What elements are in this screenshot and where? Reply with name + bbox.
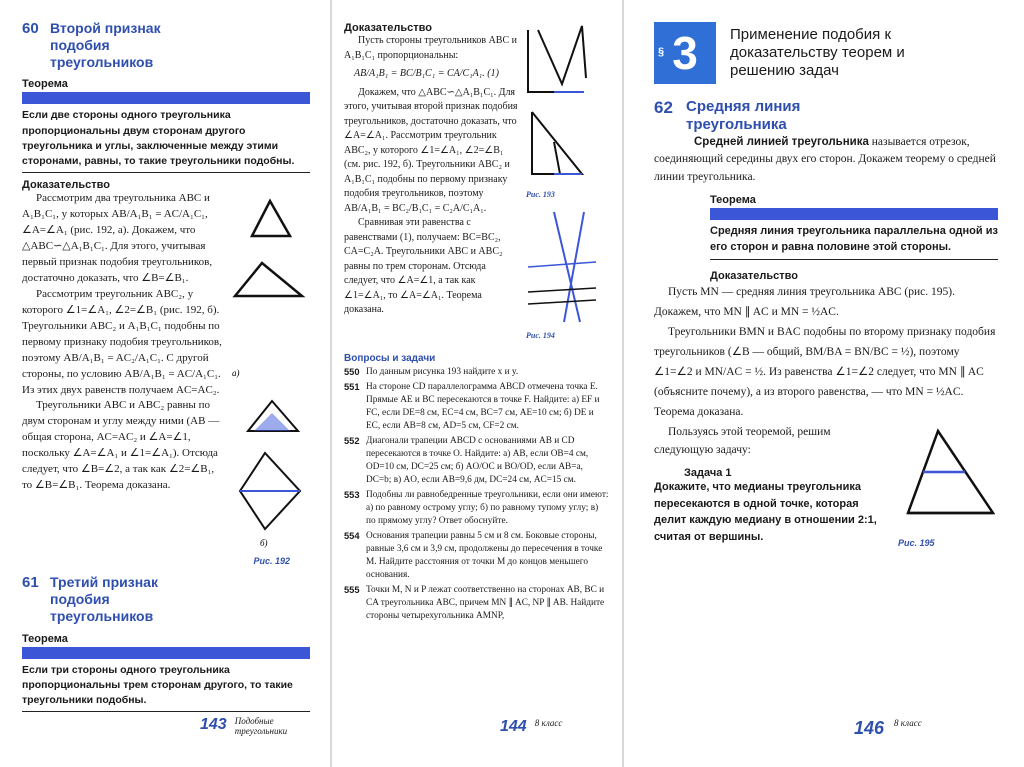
page-footer [500,718,562,736]
paragraph: Пусть стороны треугольников ABC и A₁B₁C₁ пропорциональны: [344,35,517,61]
figure-192 [224,191,310,556]
section-title: Второй признак подобия треугольников [50,20,161,70]
question-item: 551 На стороне CD параллелограмма ABCD отмечена точка E. Прямые AE и BC пересекаются в точке F. Найдите: а) EF и FC, если DE=8 см, EC=4 см, BC=7 см, AE=10 см; б) DE и EC, если AB=8 см, AD=5 см, CF=2 см. [344,382,600,432]
section-title: Третий признак подобия треугольников [50,574,158,624]
theorem-text: Средняя линия треугольника параллельна одной из его сторон и равна половине этой стороны. [710,224,998,260]
theorem-text: Если три стороны одного треугольника пропорциональны трем сторонам другого, то такие треугольники подобны. [22,663,310,713]
term: Средней линией треугольника [694,136,869,148]
paragraph: Треугольники ABC и ABC₂ равны по двум сторонам и углу между ними (AB — общая сторона, AC=AC₂ и ∠A=∠1, поскольку ∠A=∠A₁ и ∠1=∠A₁). Отсюда следует, что ∠B=∠2, а так как ∠2=∠B₁, то ∠B=∠B₁. Теорема доказана. [22,399,220,492]
figures-193-194 [518,22,610,347]
paragraph: Рассмотрим два треугольника ABC и A₁B₁C₁, у которых AB/A₁B₁ = AC/A₁C₁, ∠A=∠A₁ (рис. 192, а). Докажем, что △ABC∽△A₁B₁C₁. Для этого, учитывая первый признак подобия треугольников, достаточно доказать, что ∠B=∠B₁. [22,192,213,284]
formula: AB/A₁B₁ = BC/B₁C₁ = CA/C₁A₁. (1) [354,68,499,79]
running-title: Подобные треугольники [234,716,288,736]
question-item: 552 Диагонали трапеции ABCD с основаниями AB и CD пересекаются в точке O. Найдите: а) AB, если OB=4 см, OD=10 см, DC=25 см; б) AO/OC и BO/OD, если AB=a, DC=b; в) AO, если AB=9,6 дм, DC=24 см, AC=15 см. [344,436,589,486]
figure-195 [888,423,998,548]
theorem-label: Теорема [710,193,756,206]
intro-text: называется отрезок, соединяющий середины двух его сторон. Докажем теорему о средней линии треугольника. [654,136,996,183]
fig193-caption: Рис. 193 [526,190,555,199]
question-item: 553 Подобны ли равнобедренные треугольники, если они имеют: а) по равному острому углу; б) по равному тупому углу; в) по прямому углу? Ответ обоснуйте. [344,490,609,527]
theorem-label: Теорема [22,632,68,645]
questions-list [344,366,610,623]
chapter-number: 3 [672,27,698,79]
running-title: 8 класс [894,718,922,728]
paragraph: Пусть MN — средняя линия треугольника ABC (рис. 195). Докажем, что MN ∥ AC и MN = ½AC. [654,285,955,318]
page-144 [332,0,622,767]
theorem-label: Теорема [22,78,68,91]
proof-label: Доказательство [344,22,432,34]
page-footer [200,716,295,736]
theorem-bar [22,92,310,104]
section-number: 62 [654,98,673,117]
chapter-title: Применение подобия к доказательству теорем и решению задач [730,26,905,79]
section-62-header [654,98,998,134]
fig-label-a: а) [232,368,240,379]
proof-label: Доказательство [710,269,798,282]
proof-label: Доказательство [22,179,110,192]
questions-title: Вопросы и задачи [344,353,436,364]
paragraph: Пользуясь этой теоремой, решим следующую задачу: [654,425,831,456]
section-title: Средняя линия треугольника [686,98,801,133]
intro-paragraph [654,134,998,186]
running-title: 8 класс [534,718,563,728]
question-item: 555 Точки M, N и P лежат соответственно на сторонах AB, BC и CA треугольника ABC, причем MN ∥ AC, NP ∥ AB. Найдите стороны четырехугольника AMNP, [344,585,605,622]
page-number: 146 [854,718,885,738]
figure-caption: Рис. 192 [253,556,290,567]
question-item: 554 Основания трапеции равны 5 см и 8 см. Боковые стороны, равные 3,6 см и 3,9 см, продолжены до пересечения в точке M. Найдите расстояния от точки M до концов меньшего основания. [344,531,603,581]
paragraph: Докажем, что △ABC∽△A₁B₁C₁. Для этого, учитывая второй признак подобия треугольников, достаточно доказать, что ∠A=∠A₁. Рассмотрим треугольник ABC₂, у которого ∠1=∠A₁, ∠2=∠B₁ (см. рис. 192, б). Треугольники ABC₂ и A₁B₁C₁ подобны по первому признаку подобия треугольников, поэтому AB/A₁B₁ = BC₂/B₁C₁ = C₂A/C₁A₁. [344,86,518,214]
section-sign: § [658,46,665,58]
paragraph: Сравнивая эти равенства с равенствами (1), получаем: BC=BC₂, CA=C₂A. Треугольники ABC и ABC₂ равны по трем сторонам. Отсюда следует, что ∠A=∠1, а так как ∠1=∠A₁, то ∠A=∠A₁. Теорема доказана. [344,217,503,315]
theorem-text: Если две стороны одного треугольника пропорциональны двум сторонам другого треугольника и углы, заключенные между этими сторонами, равны, то такие треугольники подобны. [22,108,310,173]
question-item: 550 По данным рисунка 193 найдите x и y. [344,367,519,377]
figure-caption: Рис. 195 [898,537,935,548]
fig-label-b: б) [260,538,268,549]
section-number: 61 [22,574,39,592]
theorem-bar [22,647,310,659]
chapter-header [654,22,998,84]
triangle-figures [230,191,310,551]
task-text: Докажите, что медианы треугольника пересекаются в одной точке, которая делит каждую медиану в отношении 2:1, считая от вершины. [654,481,877,543]
page-number: 144 [500,718,527,735]
triangle-midline [898,423,998,533]
chapter-badge [654,22,716,84]
fig194-caption: Рис. 194 [526,331,555,340]
page-number: 143 [200,716,227,733]
page-143 [0,0,330,767]
paragraph: Рассмотрим треугольник ABC₂, у которого ∠1=∠A₁, ∠2=∠B₁ (рис. 192, б). Треугольники ABC₂ и A₁B₁C₁ подобны по первому признаку подобия треугольников, поэтому AB/A₁B₁ = AC₂/A₁C₁. С другой стороны, по условию AB/A₁B₁ = AC/A₁C₁. Из этих двух равенств получаем AC=AC₂. [22,287,222,396]
theorem-bar [710,208,998,220]
page-footer [854,718,922,739]
task-label: Задача 1 [684,467,732,480]
section-61-header [22,574,310,624]
paragraph: Треугольники BMN и BAC подобны по второму признаку подобия треугольников (∠B — общий, BM/BA = BN/BC = ½), поэтому ∠1=∠2 и MN/AC = ½. Из равенства ∠1=∠2 следует, что MN ∥ AC (объясните почему), а из второго равенства, — что MN = ½AC. Теорема доказана. [654,325,996,419]
section-60-header [22,20,310,70]
section-number: 60 [22,20,39,37]
page-146 [624,0,1024,767]
